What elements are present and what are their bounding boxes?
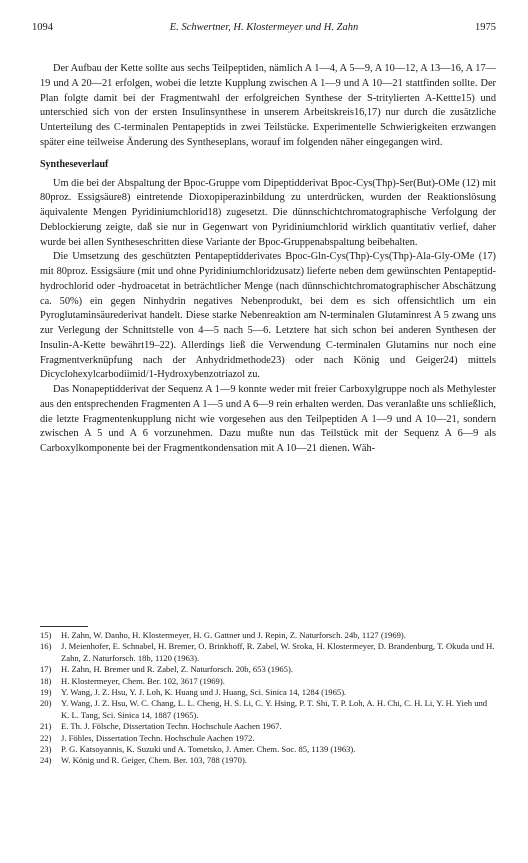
footnote xyxy=(40,744,496,755)
paragraph-pentapeptide: Die Umsetzung des geschützten Pentapeptidderivates Bpoc-Gln-Cys(Thp)-Cys(Thp)-Ala-Gly-OMe (17) mit 80proz. Essigsäure (mit und ohne Pyridiniumchloridzusatz) lieferte neben dem gewünschten Pentapeptid-hydrochlorid oder -hydroacetat in beträchtlicher Menge (nach dünnschichtchromatographischer Abschätzung ca. 50%) ein gegen Ninhydrin negatives Nebenprodukt, bei dem es sich offensichtlich um ein Pyroglutaminsäurederivat handelt. Diese starke Nebenreaktion am N-terminalen Glutaminrest A 5 zwang uns zur Verlegung der Schnittstelle von 4—5 nach 5—6. Letztere hat sich schon bei anderen Synthesen der Insulin-A-Kette bewährt19–22). Allerdings ließ die Verwendung C-terminalen Glutamins nur noch eine Fragmentverknüpfung nach der Anhydridmethode23) oder nach König und Geiger24) mittels Dicyclohexylcarbodiimid/1-Hydroxybenzotriazol zu. xyxy=(40,251,496,381)
footnote xyxy=(40,687,496,698)
page-header xyxy=(32,20,496,36)
footnote-text: E. Th. J. Fölsche, Dissertation Techn. Hochschule Aachen 1967. xyxy=(61,721,282,732)
footnote xyxy=(40,721,496,732)
footnote-number: 24) xyxy=(40,755,52,766)
footnote-number: 15) xyxy=(40,630,52,640)
footnote-text: J. Meienhofer, E. Schnabel, H. Bremer, O. Brinkhoff, R. Zabel, W. Sroka, H. Klostermeyer, D. Brandenburg, T. Okuda und H. Zahn, Z. Naturforsch. 18b, 1120 (1963). xyxy=(61,641,495,663)
footnote-text: H. Zahn, H. Bremer und R. Zabel, Z. Naturforsch. 20b, 653 (1965). xyxy=(61,664,293,675)
footnote-text: P. G. Katsoyannis, K. Suzuki und A. Tometsko, J. Amer. Chem. Soc. 85, 1139 (1963). xyxy=(61,744,356,755)
footnote-text: H. Klostermeyer, Chem. Ber. 102, 3617 (1969). xyxy=(61,675,225,686)
publication-year: 1975 xyxy=(475,22,496,33)
footnote xyxy=(40,755,496,766)
paragraph-chain-plan: Der Aufbau der Kette sollte aus sechs Teilpeptiden, nämlich A 1—4, A 5—9, A 10—12, A 13—16, A 17—19 und A 20—21 erfolgen, wobei die letzte Kupplung zwischen A 1—9 und A 10—21 stattfinden sollte. Der Plan folgte damit bei der Fragmentwahl der erfolgreichen Synthese der S-tritylierten A-Kettte15) und unterschied sich von der ersten Insulinsynthese in unserem Arbeitskreis16,17) nur durch die zusätzliche Unterteilung des C-terminalen Pentapeptids in zwei Teilstücke. Experimentelle Schwierigkeiten erzwangen später eine teilweise Änderung des Syntheseplans, worauf im folgenden näher eingegangen wird. xyxy=(40,63,496,148)
page-number: 1094 xyxy=(32,22,53,33)
footnote xyxy=(40,630,496,641)
paragraph-bpoc-cleavage: Um die bei der Abspaltung der Bpoc-Gruppe vom Dipeptidderivat Bpoc-Cys(Thp)-Ser(But)-OMe (12) mit 80proz. Essigsäure8) eintretende Dioxopiperazinbildung zu unterdrücken, wurden der Reaktionslösung äquivalente Mengen Pyridiniumchlorid18) zugesetzt. Die dünnschichtchromatographische Verfolgung der Deblockierung zeigte, daß sie nur in Gegenwart von Pyridiniumchlorid wirklich quantitativ verlief, daher wurde bei allen Syntheseschritten diese Variante der Bpoc-Gruppenabspaltung beibehalten. xyxy=(40,177,496,248)
footnote-text: H. Zahn, W. Danho, H. Klostermeyer, H. G. Gattner und J. Repin, Z. Naturforsch. 24b, 1127 (1969). xyxy=(61,630,406,640)
footnote xyxy=(40,676,496,687)
footnote-number: 19) xyxy=(40,687,52,698)
footnote-rule xyxy=(40,626,88,627)
footnote-text: W. König und R. Geiger, Chem. Ber. 103, 788 (1970). xyxy=(61,755,247,766)
running-title: E. Schwertner, H. Klostermeyer und H. Zahn xyxy=(169,22,359,33)
footnote-text: Y. Wang, J. Z. Hsu, W. C. Chang, L. L. Cheng, H. S. Li, C. Y. Hsing, P. T. Shi, T. P. Loh, A. H. Chi, C. H. Li, Y. H. Yieh und K. L. Tang, Sci. Sinica 14, 1887 (1965). xyxy=(61,698,488,720)
footnote-text: Y. Wang, J. Z. Hsu, Y. J. Loh, K. Huang und J. Huang, Sci. Sinica 14, 1284 (1965). xyxy=(61,687,347,698)
footnote-number: 21) xyxy=(40,721,52,732)
footnote xyxy=(40,664,496,675)
footnote xyxy=(40,733,496,744)
section-heading: Syntheseverlauf xyxy=(40,158,109,170)
footnote-text: J. Föhles, Dissertation Techn. Hochschule Aachen 1972. xyxy=(61,732,255,743)
paragraph-nonapeptide: Das Nonapeptidderivat der Sequenz A 1—9 konnte weder mit freier Carboxylgruppe noch als Methylester aus den entsprechenden Fragmenten A 1—5 und A 6—9 rein erhalten werden. Das veranlaßte uns schließlich, die letzte Fragmentenkupplung nicht wie vorgesehen aus den Teilpeptiden A 1—9 und A 10—21, sondern zwischen A 5 und A 6 vorzunehmen. Dazu mußte nun das Teilstück mit der Sequenz A 6—9 als Carboxylkomponente bei der Fragmentkondensation mit A 10—21 dienen. Wäh- xyxy=(40,384,496,454)
footnote-number: 20) xyxy=(40,698,52,709)
footnote-number: 22) xyxy=(40,732,52,743)
footnote-number: 16) xyxy=(40,641,52,652)
footnote xyxy=(40,641,496,664)
footnote-number: 17) xyxy=(40,664,52,675)
footnote-number: 18) xyxy=(40,675,52,686)
article-body xyxy=(40,62,496,457)
footnote xyxy=(40,698,496,721)
footnotes xyxy=(40,630,496,767)
footnote-number: 23) xyxy=(40,744,52,755)
